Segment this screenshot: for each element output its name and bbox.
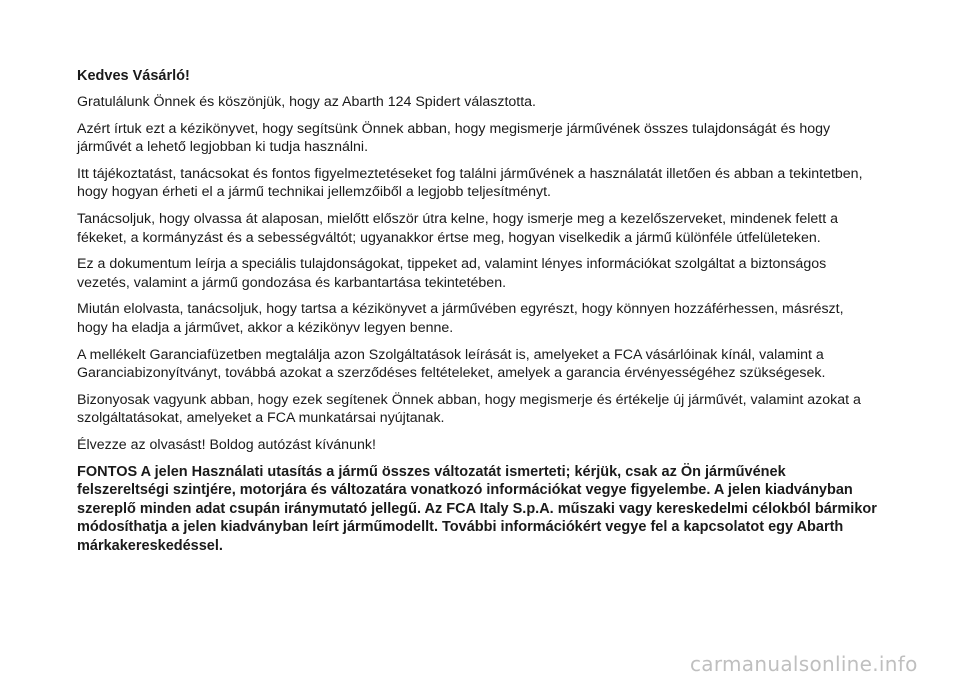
paragraph-2: Azért írtuk ezt a kézikönyvet, hogy segítsünk Önnek abban, hogy megismerje járművének összes tulajdonságát és hogy járművét a lehető legjobban ki tudja használni.: [77, 120, 831, 156]
paragraph-6: Miután elolvasta, tanácsoljuk, hogy tartsa a kézikönyvet a járművében egyrészt, hogy könnyen hozzáférhessen, másrészt, hogy ha eladja a járművet, akkor a kézikönyv legyen benne.: [77, 301, 844, 336]
paragraph-9: Élvezze az olvasást! Boldog autózást kívánunk!: [77, 436, 376, 453]
paragraph-5: Ez a dokumentum leírja a speciális tulajdonságokat, tippeket ad, valamint lényes információkat szolgáltat a biztonságos vezetés, valamint a jármű gondozása és karbantartása tekintetében.: [77, 256, 827, 291]
important-notice: FONTOS A jelen Használati utasítás a jármű összes változatát ismerteti; kérjük, csak az Ön járművének felszereltségi szintjére, motorjára és változatára vonatkozó információkat vegye figyelembe. A jelen kiadványban szereplő minden adat csupán iránymutató jellegű. Az FCA Italy S.p.A. műszaki vagy kereskedelmi célokból bármikor módosíthatja a jelen kiadványban leírt járműmodellt. További információkért vegye fel a kapcsolatot egy Abarth márkakereskedéssel.: [77, 463, 877, 554]
paragraph-1: Gratulálunk Önnek és köszönjük, hogy az Abarth 124 Spidert választotta.: [77, 94, 536, 110]
paragraph-8: Bizonyosak vagyunk abban, hogy ezek segítenek Önnek abban, hogy megismerje és értékelje új járművét, valamint azokat a szolgáltatásokat, amelyeket a FCA munkatársai nyújtanak.: [77, 391, 861, 427]
document-heading: Kedves Vásárló!: [77, 68, 190, 84]
paragraph-7: A mellékelt Garanciafüzetben megtalálja azon Szolgáltatások leírását is, amelyeket a FCA vásárlóinak kínál, valamint a Garanciabizonyítványt, továbbá azokat a szerződéses feltételeket, amelyek a garancia érvényességéhez szükségesek.: [77, 346, 826, 382]
document-page: [77, 67, 877, 563]
watermark-text: carmanualsonline.info: [690, 652, 918, 676]
paragraph-4: Tanácsoljuk, hogy olvassa át alaposan, mielőtt először útra kelne, hogy ismerje meg a kezelőszerveket, mindenek felett a fékeket, a kormányzást és a sebességváltót; ugyanakkor értse meg, hogyan viselkedik a jármű különféle útfelületeken.: [77, 210, 839, 246]
paragraph-3: Itt tájékoztatást, tanácsokat és fontos figyelmeztetéseket fog találni járművének a használatát illetően és abban a tekintetben, hogy hogyan érheti el a jármű technikai jellemzőiből a legjobb teljesítményt.: [77, 165, 863, 201]
